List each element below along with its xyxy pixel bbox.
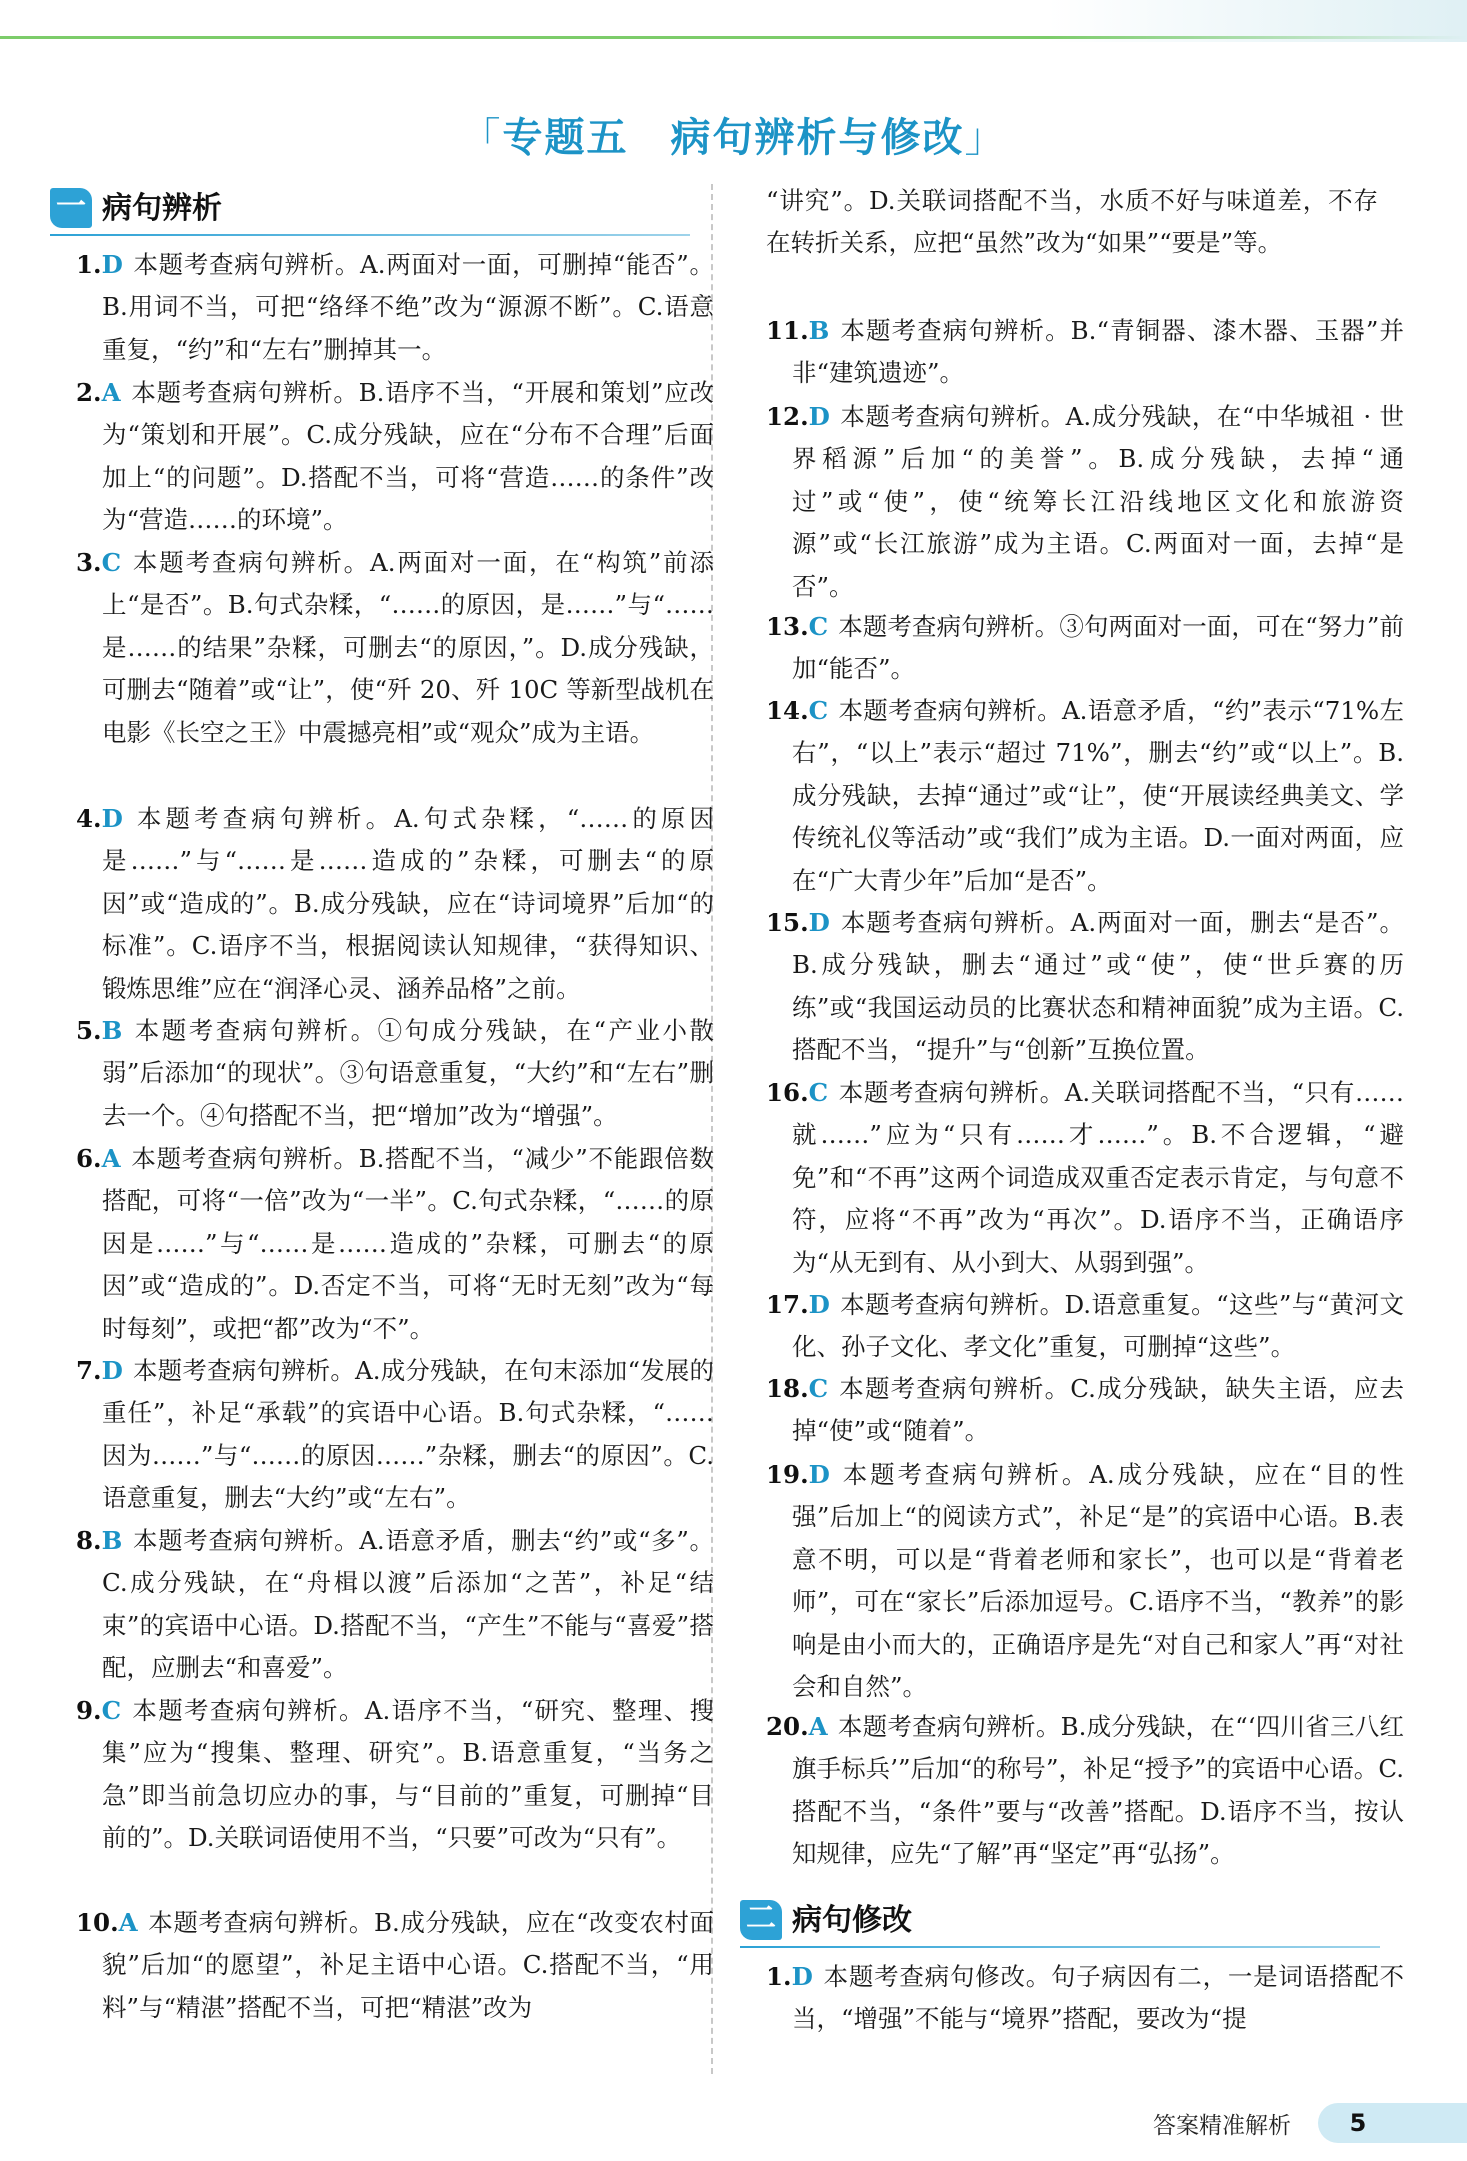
- answer-item-6: [76, 1138, 714, 1350]
- item-answer: A: [101, 378, 121, 407]
- item-number: 17.: [766, 1290, 809, 1319]
- item-number: 18.: [766, 1374, 809, 1403]
- item-explanation: 本题考查病句辨析。A.成分残缺，在“中华城祖 · 世界稻源”后加“的美誉”。B.成分残缺，去掉“通过”或“使”，使“统筹长江沿线地区文化和旅游资源”或“长江旅游”成为主语。C.两面对一面，去掉“是否”。: [792, 402, 1404, 601]
- section-1-underline: [50, 234, 690, 236]
- title-text: 专题五 病句辨析与修改: [502, 115, 965, 161]
- answer-item-10-continued: [766, 180, 1378, 265]
- answer-item-11: [766, 310, 1404, 395]
- item-answer: B: [101, 1016, 123, 1045]
- answer-item-2: [76, 372, 714, 542]
- answer-item-19: [766, 1454, 1404, 1708]
- item-answer: C: [101, 548, 122, 577]
- item-answer: A: [101, 1144, 121, 1173]
- item-number: 7.: [76, 1356, 102, 1385]
- page-number: 5: [1349, 2109, 1367, 2137]
- item-explanation: 本题考查病句辨析。A.成分残缺，在句末添加“发展的重任”，补足“承载”的宾语中心语。B.句式杂糅，“……因为……”与“……的原因……”杂糅，删去“的原因”。C.语意重复，删去“大约”或“左右”。: [102, 1356, 714, 1513]
- item-number: 3.: [76, 548, 102, 577]
- answer-item-3: [76, 542, 714, 754]
- item-number: 16.: [766, 1078, 809, 1107]
- page-title: [0, 106, 1467, 163]
- item-explanation: 本题考查病句辨析。B.语序不当，“开展和策划”应改为“策划和开展”。C.成分残缺，应在“分布不合理”后面加上“的问题”。D.搭配不当，可将“营造……的条件”改为“营造……的环境”。: [102, 378, 714, 535]
- item-explanation: 本题考查病句辨析。A.关联词搭配不当，“只有……就……”应为“只有……才……”。B.不合逻辑，“避免”和“不再”这两个词造成双重否定表示肯定，与句意不符，应将“不再”改为“再次”。D.语序不当，正确语序为“从无到有、从小到大、从弱到强”。: [792, 1078, 1404, 1277]
- section-2-label: 病句修改: [792, 1903, 912, 1938]
- section-2-underline: [740, 1946, 1380, 1948]
- item-number: 15.: [766, 908, 809, 937]
- item-explanation: 本题考查病句辨析。B.“青铜器、漆木器、玉器”并非“建筑遗迹”。: [792, 316, 1404, 388]
- item-number: 2.: [76, 378, 102, 407]
- item-number: 1.: [766, 1962, 792, 1991]
- item-explanation: 本题考查病句辨析。A.两面对一面，在“构筑”前添上“是否”。B.句式杂糅，“……的原因，是……”与“……是……的结果”杂糅，可删去“的原因，”。D.成分残缺，可删去“随着”或“让”，使“歼 20、歼 10C 等新型战机在电影《长空之王》中震撼亮相”或“观众”成为主语。: [102, 548, 714, 747]
- item-answer: C: [808, 696, 829, 725]
- item-number: 4.: [76, 804, 102, 833]
- item-number: 1.: [76, 250, 102, 279]
- item-explanation: 本题考查病句辨析。D.语意重复。“这些”与“黄河文化、孙子文化、孝文化”重复，可删掉“这些”。: [792, 1290, 1404, 1362]
- answer-item-10: [76, 1902, 714, 2029]
- answer-item-18: [766, 1368, 1404, 1453]
- page-footer: [0, 2103, 1467, 2147]
- item-explanation: 本题考查病句修改。句子病因有二，一是词语搭配不当，“增强”不能与“境界”搭配，要改为“提: [792, 1962, 1404, 2034]
- item-number: 13.: [766, 612, 809, 641]
- item-answer: C: [808, 1374, 829, 1403]
- top-rule: [0, 0, 1467, 40]
- answer-item-4: [76, 798, 714, 1010]
- section-heading-2: [740, 1898, 1380, 1944]
- item-number: 6.: [76, 1144, 102, 1173]
- answer-item-16: [766, 1072, 1404, 1284]
- item-explanation: 本题考查病句辨析。A.成分残缺，应在“目的性强”后加上“的阅读方式”，补足“是”的宾语中心语。B.表意不明，可以是“背着老师和家长”，也可以是“背着老师”，可在“家长”后添加逗号。C.语序不当，“教养”的影响是由小而大的，正确语序是先“对自己和家人”再“对社会和自然”。: [792, 1460, 1404, 1702]
- section-heading-1: [50, 186, 690, 232]
- item-number: 9.: [76, 1696, 102, 1725]
- section-1-badge: 一: [50, 188, 92, 228]
- top-rule-gradient: [1047, 0, 1467, 42]
- answer-item-9: [76, 1690, 714, 1860]
- answer-item-13: [766, 606, 1404, 691]
- answer-item-8: [76, 1520, 714, 1690]
- item-answer: D: [101, 804, 123, 833]
- item-number: 20.: [766, 1712, 809, 1741]
- item-answer: D: [808, 402, 830, 431]
- item-answer: D: [791, 1962, 813, 1991]
- section-1-label: 病句辨析: [102, 191, 222, 226]
- item-number: 5.: [76, 1016, 102, 1045]
- answer-item-7: [76, 1350, 714, 1520]
- modification-item-1: [766, 1956, 1404, 2041]
- item-answer: D: [808, 1290, 830, 1319]
- answer-item-12: [766, 396, 1404, 608]
- item-explanation: 本题考查病句辨析。③句两面对一面，可在“努力”前加“能否”。: [792, 612, 1404, 684]
- item-answer: D: [101, 250, 123, 279]
- item-explanation: 本题考查病句辨析。①句成分残缺，在“产业小散弱”后添加“的现状”。③句语意重复，“大约”和“左右”删去一个。④句搭配不当，把“增加”改为“增强”。: [102, 1016, 714, 1130]
- item-answer: A: [118, 1908, 138, 1937]
- item-explanation: 本题考查病句辨析。A.语意矛盾，“约”表示“71%左右”，“以上”表示“超过 71%”，删去“约”或“以上”。B.成分残缺，去掉“通过”或“让”，使“开展读经典美文、学传统礼仪等活动”或“我们”成为主语。D.一面对两面，应在“广大青少年”后加“是否”。: [792, 696, 1404, 895]
- answer-item-5: [76, 1010, 714, 1137]
- answer-item-17: [766, 1284, 1404, 1369]
- section-2-badge: 二: [740, 1900, 782, 1940]
- item-answer: D: [808, 1460, 830, 1489]
- item-number: 19.: [766, 1460, 809, 1489]
- item-number: 12.: [766, 402, 809, 431]
- item-explanation: 本题考查病句辨析。B.搭配不当，“减少”不能跟倍数搭配，可将“一倍”改为“一半”。C.句式杂糅，“……的原因是……”与“……是……造成的”杂糅，可删去“的原因”或“造成的”。D.否定不当，可将“无时无刻”改为“每时每刻”，或把“都”改为“不”。: [102, 1144, 714, 1343]
- item-answer: B: [808, 316, 830, 345]
- item-explanation: 本题考查病句辨析。A.两面对一面，删去“是否”。B.成分残缺，删去“通过”或“使”，使“世乒赛的历练”或“我国运动员的比赛状态和精神面貌”成为主语。C.搭配不当，“提升”与“创新”互换位置。: [792, 908, 1404, 1065]
- item-explanation: 本题考查病句辨析。A.句式杂糅，“……的原因是……”与“……是……造成的”杂糅，可删去“的原因”或“造成的”。B.成分残缺，应在“诗词境界”后加“的标准”。C.语序不当，根据阅读认知规律，“获得知识、锻炼思维”应在“润泽心灵、涵养品格”之前。: [102, 804, 714, 1003]
- item-explanation: 本题考查病句辨析。B.成分残缺，应在“改变农村面貌”后加“的愿望”，补足主语中心语。C.搭配不当，“用料”与“精湛”搭配不当，可把“精湛”改为: [102, 1908, 714, 2022]
- item-answer: D: [808, 908, 830, 937]
- answer-item-15: [766, 902, 1404, 1072]
- item-explanation: 本题考查病句辨析。C.成分残缺，缺失主语，应去掉“使”或“随着”。: [792, 1374, 1404, 1446]
- title-open-bracket: 「: [460, 115, 503, 161]
- answer-item-1: [76, 244, 714, 371]
- item-answer: C: [808, 1078, 829, 1107]
- answer-item-14: [766, 690, 1404, 902]
- item-explanation: “讲究”。D.关联词搭配不当，水质不好与味道差，不存在转折关系，应把“虽然”改为“如果”“要是”等。: [766, 186, 1378, 258]
- item-answer: C: [101, 1696, 122, 1725]
- title-close-bracket: 」: [964, 115, 1007, 161]
- item-answer: D: [101, 1356, 123, 1385]
- item-answer: A: [808, 1712, 828, 1741]
- item-number: 8.: [76, 1526, 102, 1555]
- footer-label: 答案精准解析: [1153, 2113, 1291, 2139]
- item-answer: C: [808, 612, 829, 641]
- item-answer: B: [101, 1526, 123, 1555]
- item-number: 10.: [76, 1908, 119, 1937]
- item-explanation: 本题考查病句辨析。A.语序不当，“研究、整理、搜集”应为“搜集、整理、研究”。B.语意重复，“当务之急”即当前急切应办的事，与“目前的”重复，可删掉“目前的”。D.关联词语使用不当，“只要”可改为“只有”。: [102, 1696, 714, 1853]
- item-explanation: 本题考查病句辨析。A.语意矛盾，删去“约”或“多”。C.成分残缺，在“舟楫以渡”后添加“之苦”，补足“结束”的宾语中心语。D.搭配不当，“产生”不能与“喜爱”搭配，应删去“和喜爱”。: [102, 1526, 714, 1683]
- answer-item-20: [766, 1706, 1404, 1876]
- item-explanation: 本题考查病句辨析。A.两面对一面，可删掉“能否”。B.用词不当，可把“络绎不绝”改为“源源不断”。C.语意重复，“约”和“左右”删掉其一。: [102, 250, 714, 364]
- item-number: 11.: [766, 316, 809, 345]
- item-number: 14.: [766, 696, 809, 725]
- item-explanation: 本题考查病句辨析。B.成分残缺，在“‘四川省三八红旗手标兵’”后加“的称号”，补足“授予”的宾语中心语。C.搭配不当，“条件”要与“改善”搭配。D.语序不当，按认知规律，应先“了解”再“坚定”再“弘扬”。: [792, 1712, 1404, 1869]
